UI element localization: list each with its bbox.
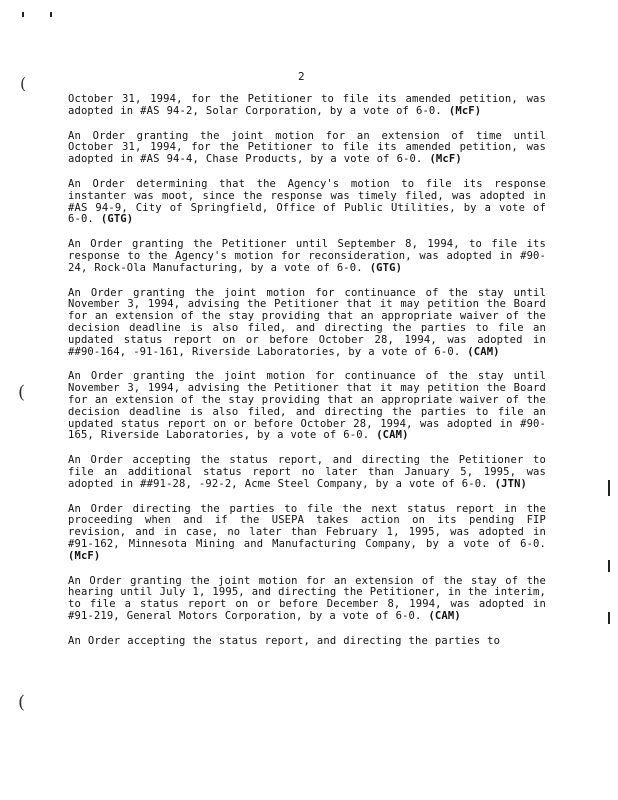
paragraph-text: An Order granting the joint motion for continuance of the stay until November 3, 1994, advising the Petitioner that it may petition the Board for an extension of the stay providing that an appropriate waiver of the decision deadline is also filed, and directing the parties to file an updated status report on or before October 28, 1994, was adopted in ##90-164, -91-161, Riverside Laboratories, by a vote of 6-0.	[68, 286, 546, 358]
paragraph	[68, 239, 546, 274]
page-number: 2	[298, 70, 305, 83]
paragraph-text: An Order granting the Petitioner until September 8, 1994, to file its response to the Agency's motion for reconsideration, was adopted in #90-24, Rock-Ola Manufacturing, by a vote of 6-0.	[68, 238, 546, 274]
paragraph-initials: (McF)	[448, 104, 482, 117]
paragraph-initials: (GTG)	[100, 213, 134, 226]
paragraph-text: October 31, 1994, for the Petitioner to file its amended petition, was adopted in #AS 94-2, Solar Corporation, by a vote of 6-0.	[68, 93, 546, 117]
binder-hole-middle: (	[18, 382, 26, 403]
scan-edge-mark-2	[608, 560, 610, 572]
paragraph	[68, 455, 546, 490]
paragraph-text: An Order accepting the status report, and directing the Petitioner to file an additional status report no later than January 5, 1995, was adopted in ##91-28, -92-2, Acme Steel Company, by a vote of 6-0.	[68, 454, 546, 490]
paragraph	[68, 288, 546, 359]
paragraph-text: An Order granting the joint motion for an extension of the stay of the hearing until July 1, 1995, and directing the Petitioner, in the interim, to file a status report on or before December 8, 1994, was adopted in #91-219, General Motors Corporation, by a vote of 6-0.	[68, 574, 546, 622]
paragraph-text: An Order accepting the status report, and directing the parties to	[68, 634, 501, 647]
paragraph	[68, 371, 546, 442]
paragraph	[68, 504, 546, 563]
paragraph-initials: (GTG)	[369, 261, 403, 274]
scan-edge-mark-1	[608, 480, 610, 496]
paragraph-text: An Order directing the parties to file the next status report in the proceeding when and if the USEPA takes action on its pending FIP revision, and in case, no later than February 1, 1995, was adopted in #91-162, Minnesota Mining and Manufacturing Company, by a vote of 6-0.	[68, 502, 546, 550]
binder-hole-bottom: (	[18, 692, 26, 713]
paragraph-text: An Order granting the joint motion for continuance of the stay until November 3, 1994, advising the Petitioner that it may petition the Board for an extension of the stay providing that an appropriate waiver of the decision deadline is also filed, and directing the parties to file an updated status report on or before October 28, 1994, was adopted in #90-165, Riverside Laboratories, by a vote of 6-0.	[68, 370, 546, 442]
scan-edge-mark-3	[608, 612, 610, 624]
scan-mark-top-left	[22, 12, 24, 17]
scan-mark-top-mid	[50, 12, 52, 17]
document-body	[68, 94, 546, 660]
paragraph	[68, 131, 546, 166]
paragraph-initials: (McF)	[429, 153, 462, 166]
paragraph-initials: (McF)	[68, 549, 101, 562]
paragraph-text: An Order determining that the Agency's motion to file its response instanter was moot, since the response was timely filed, was adopted in #AS 94-9, City of Springfield, Office of Public Utilities, by a vote of 6-0.	[68, 177, 546, 226]
paragraph-text: An Order granting the joint motion for an extension of time until October 31, 1994, for the Petitioner to file its amended petition, was adopted in #AS 94-4, Chase Products, by a vote of 6-0.	[68, 129, 546, 166]
paragraph-initials: (CAM)	[376, 429, 409, 442]
paragraph	[68, 179, 546, 226]
paragraph-initials: (CAM)	[467, 345, 500, 358]
paragraph	[68, 636, 546, 648]
binder-hole-top: (	[20, 74, 27, 93]
paragraph	[68, 576, 546, 623]
paragraph-initials: (JTN)	[494, 477, 528, 490]
paragraph-initials: (CAM)	[428, 609, 461, 622]
paragraph	[68, 94, 546, 118]
